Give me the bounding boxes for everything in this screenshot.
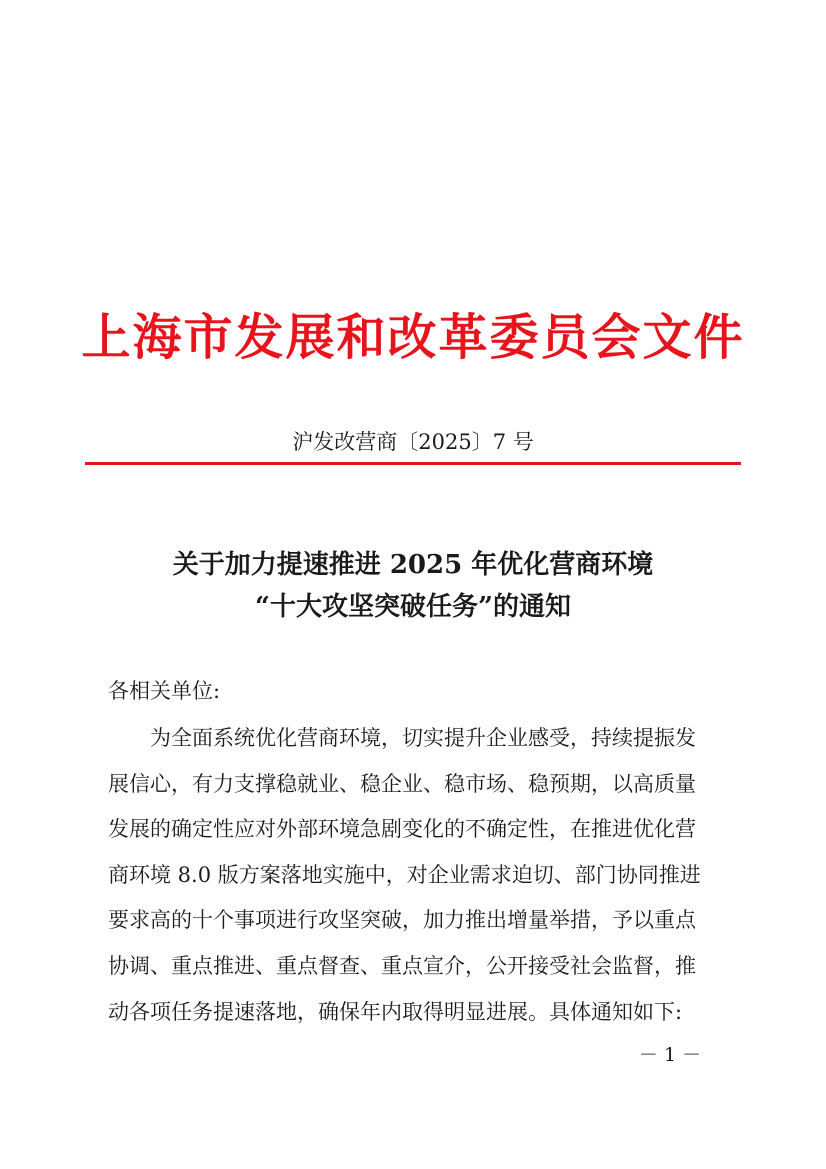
document-masthead: 上海市发展和改革委员会文件 [81, 308, 745, 366]
document-number: 沪发改营商〔2025〕7 号 [292, 430, 534, 454]
body-line: 协调、重点推进、重点督查、重点宣介，公开接受社会监督，推 [108, 953, 696, 978]
title-line-2: “十大攻坚突破任务”的通知 [255, 592, 571, 622]
page-number: － 1 － [638, 1044, 702, 1066]
body-line: 展信心，有力支撑稳就业、稳企业、稳市场、稳预期，以高质量 [108, 771, 696, 796]
title-line-1: 关于加力提速推进 2025 年优化营商环境 [172, 550, 654, 580]
body-line: 要求高的十个事项进行攻坚突破，加力推出增量举措，予以重点 [108, 908, 696, 933]
body-line: 为全面系统优化营商环境，切实提升企业感受，持续提振发 [108, 726, 696, 750]
body-line: 发展的确定性应对外部环境急剧变化的不确定性，在推进优化营 [108, 817, 696, 842]
body-line: 商环境 8.0 版方案落地实施中，对企业需求迫切、部门协同推进 [108, 862, 701, 887]
red-divider-line [85, 462, 741, 465]
document-title [0, 544, 826, 628]
body-line: 动各项任务提速落地，确保年内取得明显进展。具体通知如下: [108, 999, 683, 1024]
body-paragraph [108, 716, 720, 1035]
salutation: 各相关单位: [108, 679, 221, 703]
